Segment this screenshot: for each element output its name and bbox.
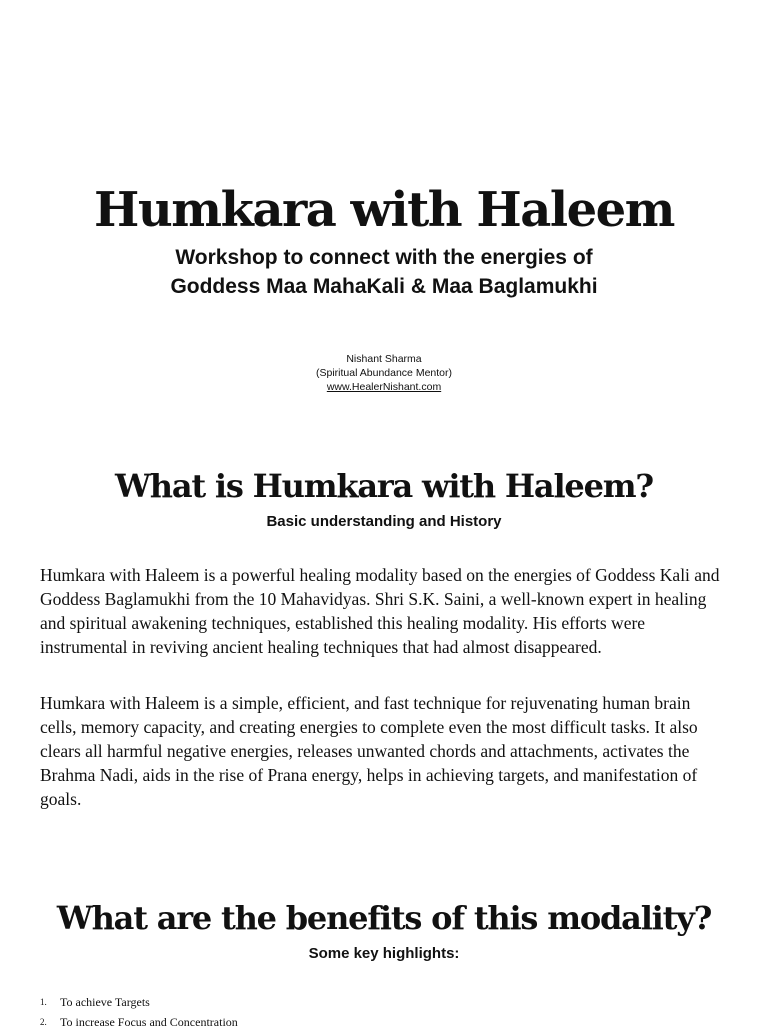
author-website-link[interactable]: www.HealerNishant.com [326, 381, 442, 393]
benefits-section-subheading: Some key highlights: [308, 945, 460, 962]
benefits-section-heading: What are the benefits of this modality? [56, 899, 712, 937]
document-subtitle [0, 243, 768, 301]
list-item-number: 1. [40, 997, 47, 1007]
author-block [0, 352, 768, 394]
what-section-subheading: Basic understanding and History [266, 513, 502, 530]
author-role: (Spiritual Abundance Mentor) [316, 367, 452, 379]
author-name: Nishant Sharma [346, 353, 422, 365]
what-section-heading: What is Humkara with Haleem? [115, 467, 653, 505]
what-paragraph-1: Humkara with Haleem is a powerful healing modality based on the energies of Goddess Kali and Goddess Baglamukhi from the 10 Mahavidyas. Shri S.K. Saini, a well-known expert in healing and spiritual awakening techniques, established this healing modality. His efforts were instrumental in reviving ancient healing techniques that had almost disappeared. [40, 565, 720, 657]
list-item-number: 2. [40, 1017, 47, 1027]
subtitle-line-1: Workshop to connect with the energies of [175, 246, 593, 269]
what-paragraph-2: Humkara with Haleem is a simple, efficient, and fast technique for rejuvenating human brain cells, memory capacity, and creating energies to complete even the most difficult tasks. It also clears all harmful negative energies, releases unwanted chords and attachments, activates the Brahma Nadi, aids in the rise of Prana energy, helps in achieving targets, and manifestation of goals. [40, 693, 698, 809]
list-item-text: To increase Focus and Concentration [60, 1015, 238, 1029]
list-item [40, 992, 238, 1012]
subtitle-line-2: Goddess Maa MahaKali & Maa Baglamukhi [170, 275, 598, 298]
highlights-list [40, 992, 238, 1032]
document-title: Humkara with Haleem [94, 182, 674, 238]
list-item [40, 1012, 238, 1032]
list-item-text: To achieve Targets [60, 995, 150, 1009]
